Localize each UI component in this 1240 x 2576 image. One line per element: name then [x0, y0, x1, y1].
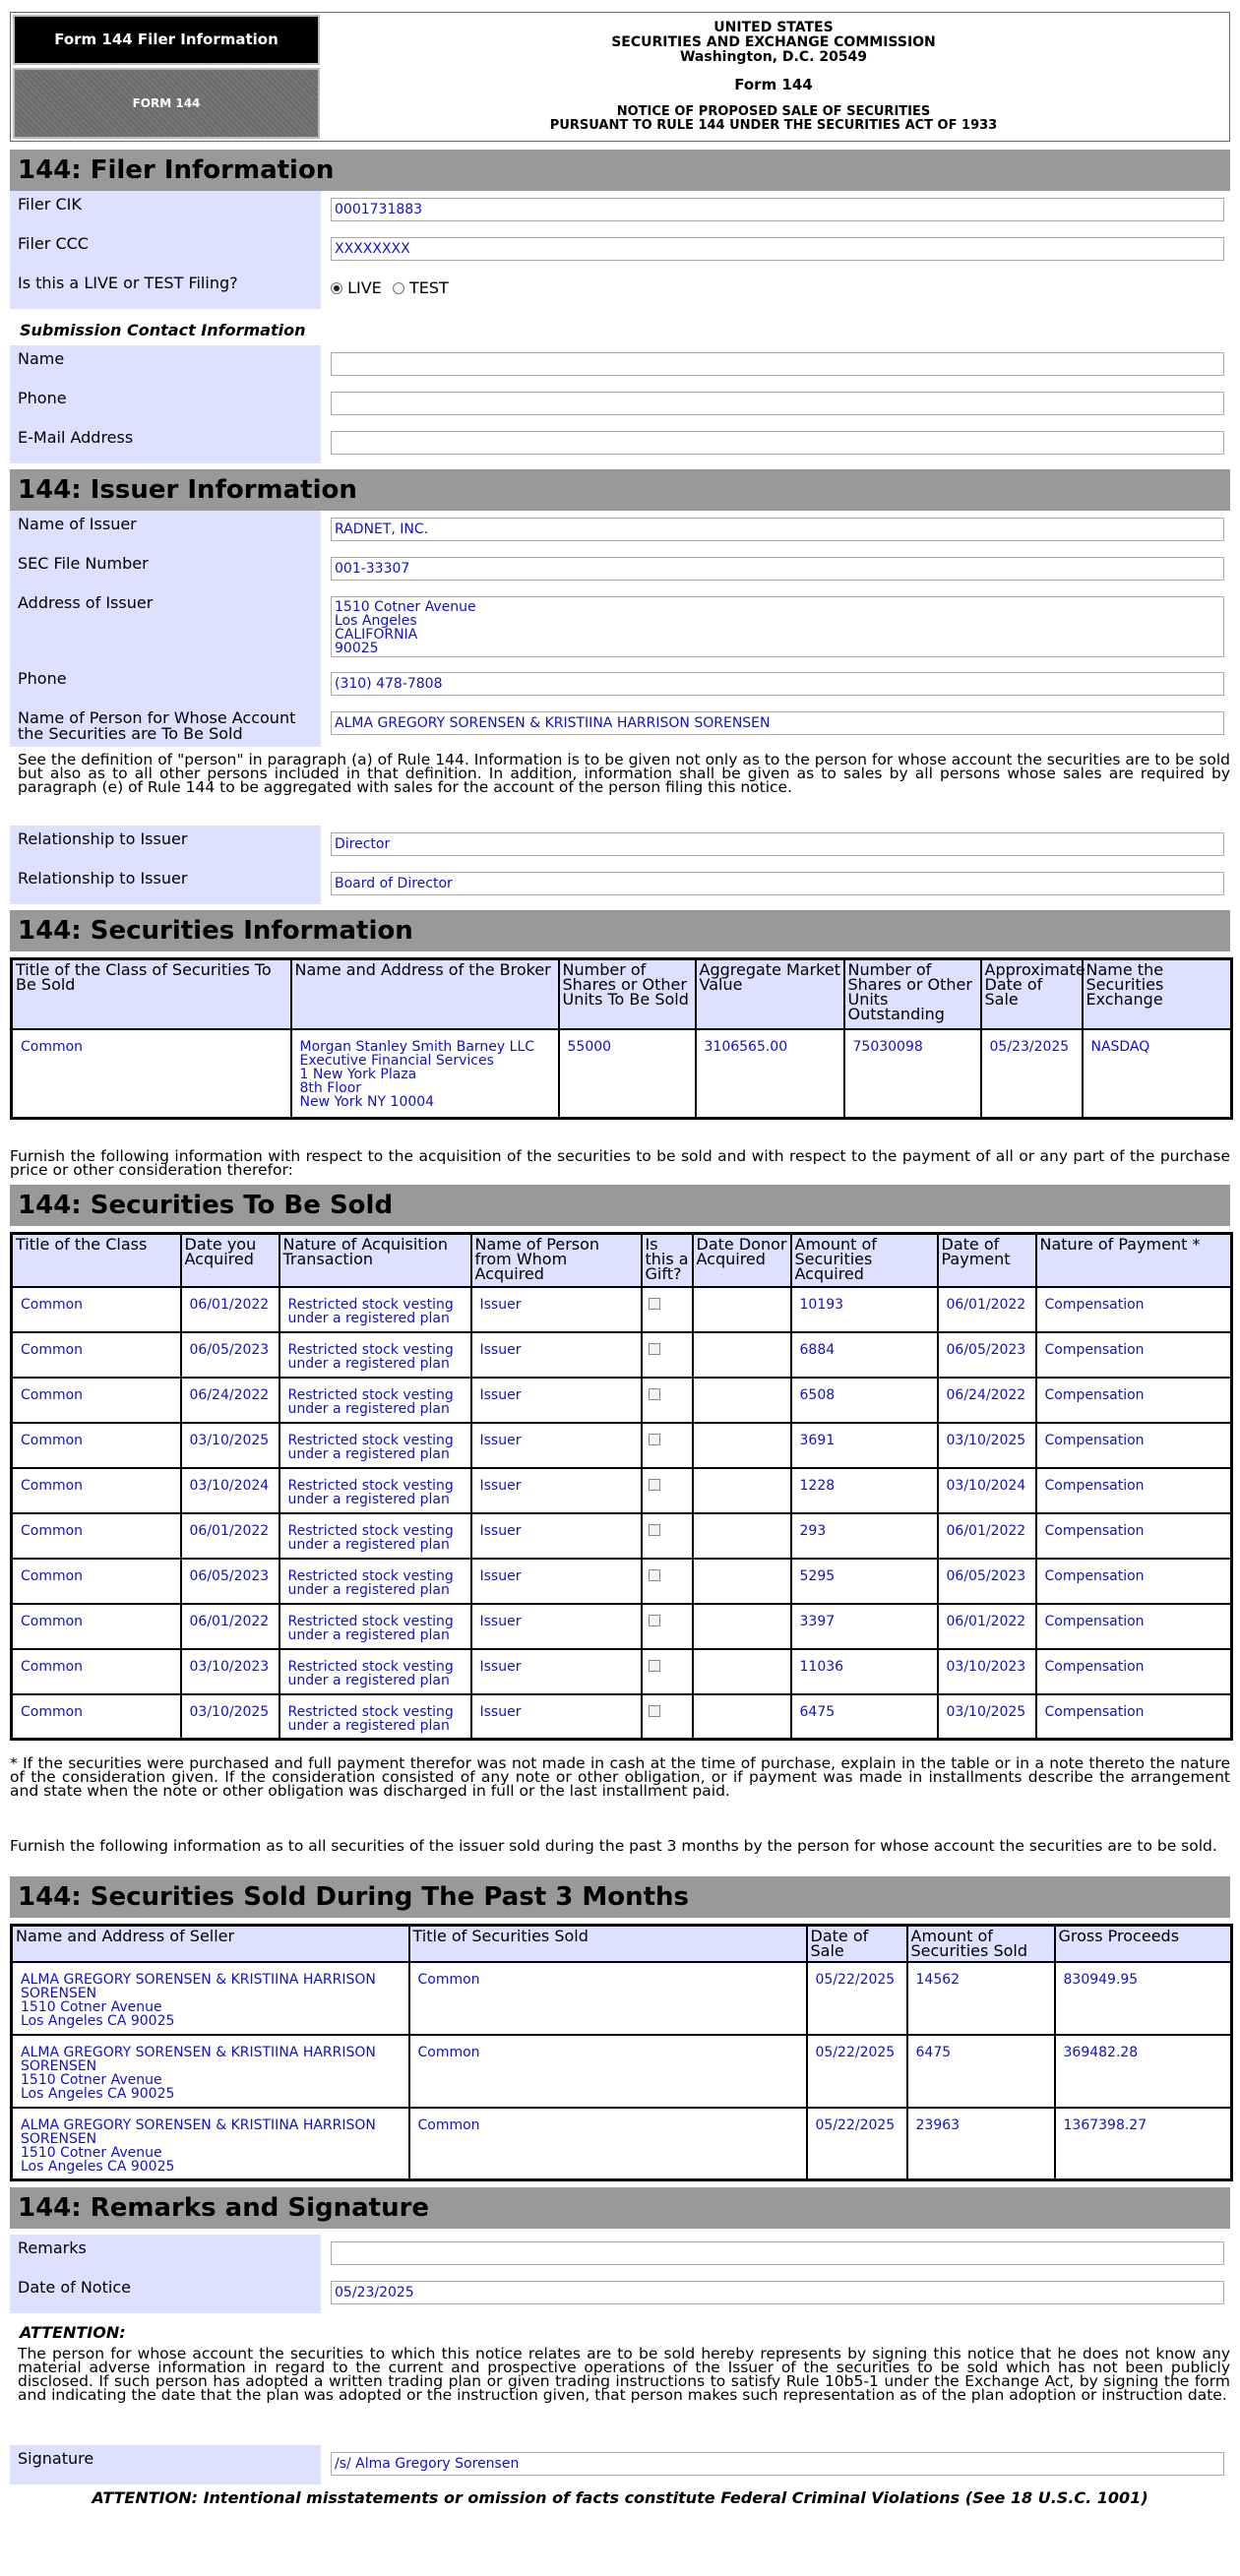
cell: Issuer — [471, 1423, 642, 1468]
cell: Issuer — [471, 1513, 642, 1559]
issuer-name-field[interactable]: RADNET, INC. — [331, 518, 1224, 541]
section-securities-information: 144: Securities Information — [10, 910, 1230, 951]
cell — [642, 1423, 693, 1468]
live-test-label: Is this a LIVE or TEST Filing? — [10, 270, 321, 309]
cell: Compensation — [1036, 1378, 1232, 1423]
cell: 23963 — [907, 2108, 1055, 2180]
cell: 06/01/2022 — [938, 1287, 1036, 1332]
table-row — [12, 1332, 1232, 1378]
signature-field[interactable]: /s/ Alma Gregory Sorensen — [331, 2452, 1224, 2476]
section-issuer-information: 144: Issuer Information — [10, 469, 1230, 511]
cell: Common — [12, 1332, 181, 1378]
filer-cik-label: Filer CIK — [10, 191, 321, 230]
cell: Common — [12, 1029, 291, 1119]
cell: Restricted stock vesting under a registered plan — [279, 1513, 471, 1559]
cell: Common — [409, 1962, 807, 2035]
cell: 06/05/2023 — [938, 1559, 1036, 1604]
cell: 03/10/2024 — [181, 1468, 279, 1513]
notice-date-row — [10, 2274, 1230, 2313]
table-row — [12, 1513, 1232, 1559]
cell: 05/22/2025 — [807, 2108, 907, 2180]
cell — [642, 1694, 693, 1740]
live-radio-label: LIVE — [347, 278, 382, 297]
col-amount-acquired: Amount of Securities Acquired — [791, 1234, 938, 1287]
contact-name-label: Name — [10, 345, 321, 385]
table-row — [12, 2035, 1232, 2108]
cell: 03/10/2023 — [181, 1649, 279, 1694]
cell: 6508 — [791, 1378, 938, 1423]
cell: Compensation — [1036, 1332, 1232, 1378]
form-header — [10, 12, 1230, 142]
remarks-label: Remarks — [10, 2235, 321, 2274]
cell: Issuer — [471, 1604, 642, 1649]
relationship-label-2: Relationship to Issuer — [10, 865, 321, 904]
sec-file-field[interactable]: 001-33307 — [331, 557, 1224, 581]
past-sales-note: Furnish the following information as to all securities of the issuer sold during the past 3 months by the person for whose account the securities are to be sold. — [10, 1837, 1217, 1855]
cell — [693, 1378, 791, 1423]
contact-name-row — [10, 345, 1230, 385]
table-row — [12, 1378, 1232, 1423]
gift-checkbox[interactable] — [649, 1343, 660, 1355]
col-sale-date: Approximate Date of Sale — [981, 959, 1083, 1029]
col-units-to-sell: Number of Shares or Other Units To Be Sold — [559, 959, 696, 1029]
cell: Compensation — [1036, 1513, 1232, 1559]
contact-name-field[interactable] — [331, 352, 1224, 376]
contact-email-field[interactable] — [331, 431, 1224, 455]
cell: 369482.28 — [1055, 2035, 1232, 2108]
col-exchange: Name the Securities Exchange — [1083, 959, 1232, 1029]
cell: Common — [12, 1287, 181, 1332]
cell: ALMA GREGORY SORENSEN & KRISTIINA HARRISON SORENSEN 1510 Cotner Avenue Los Angeles CA 90025 — [12, 1962, 409, 2035]
cell — [693, 1513, 791, 1559]
table-row — [12, 1962, 1232, 2035]
cell: ALMA GREGORY SORENSEN & KRISTIINA HARRISON SORENSEN 1510 Cotner Avenue Los Angeles CA 90025 — [12, 2035, 409, 2108]
tab-filer-information[interactable]: Form 144 Filer Information — [13, 15, 320, 65]
contact-phone-label: Phone — [10, 385, 321, 424]
filer-cik-field[interactable]: 0001731883 — [331, 198, 1224, 221]
filer-cik-row — [10, 191, 1230, 230]
cell: Issuer — [471, 1332, 642, 1378]
test-radio-label: TEST — [408, 278, 449, 297]
col-donor-date: Date Donor Acquired — [693, 1234, 791, 1287]
col-is-gift: Is this a Gift? — [642, 1234, 693, 1287]
cell — [642, 1604, 693, 1649]
cell: 05/23/2025 — [981, 1029, 1083, 1119]
relationship-field-1[interactable]: Director — [331, 832, 1224, 856]
cell: 830949.95 — [1055, 1962, 1232, 2035]
table-row — [12, 1287, 1232, 1332]
cell: 6884 — [791, 1332, 938, 1378]
form-page — [10, 12, 1230, 2507]
col-nature-payment: Nature of Payment * — [1036, 1234, 1232, 1287]
cell: Restricted stock vesting under a registered plan — [279, 1604, 471, 1649]
cell: 75030098 — [844, 1029, 981, 1119]
cell — [642, 1378, 693, 1423]
form-name: Form 144 — [734, 76, 813, 93]
sec-file-label: SEC File Number — [10, 550, 321, 589]
col-date-acquired: Date you Acquired — [181, 1234, 279, 1287]
cell — [693, 1694, 791, 1740]
cell: Common — [12, 1423, 181, 1468]
table-row — [12, 1423, 1232, 1468]
cell: 6475 — [907, 2035, 1055, 2108]
signature-row — [10, 2445, 1230, 2484]
cell: 05/22/2025 — [807, 1962, 907, 2035]
cell — [642, 1468, 693, 1513]
table-row — [12, 1694, 1232, 1740]
cell — [642, 1649, 693, 1694]
submission-contact-header: Submission Contact Information — [20, 321, 306, 339]
securities-info-table — [10, 957, 1233, 1120]
cell: 3397 — [791, 1604, 938, 1649]
relationship-label-1: Relationship to Issuer — [10, 826, 321, 865]
cell: Issuer — [471, 1559, 642, 1604]
issuer-name-row — [10, 511, 1230, 550]
cell: 55000 — [559, 1029, 696, 1119]
cell: Issuer — [471, 1649, 642, 1694]
col-acquired-from: Name of Person from Whom Acquired — [471, 1234, 642, 1287]
cell: Compensation — [1036, 1649, 1232, 1694]
filer-ccc-field[interactable]: XXXXXXXX — [331, 237, 1224, 261]
cell: Issuer — [471, 1287, 642, 1332]
filer-ccc-row — [10, 230, 1230, 270]
live-test-row — [10, 270, 1230, 309]
issuer-name-label: Name of Issuer — [10, 511, 321, 550]
col-title-sold: Title of Securities Sold — [409, 1926, 807, 1962]
gift-checkbox[interactable] — [649, 1705, 660, 1717]
cell: Restricted stock vesting under a registered plan — [279, 1468, 471, 1513]
cell: 06/05/2023 — [938, 1332, 1036, 1378]
sec-file-row — [10, 550, 1230, 589]
gift-checkbox[interactable] — [649, 1615, 660, 1626]
cell: Restricted stock vesting under a registered plan — [279, 1649, 471, 1694]
contact-email-row — [10, 424, 1230, 463]
col-title: Title of the Class — [12, 1234, 181, 1287]
past-sales-table — [10, 1924, 1233, 2181]
col-gross-proceeds: Gross Proceeds — [1055, 1926, 1232, 1962]
cell: Common — [12, 1559, 181, 1604]
form-title-block — [320, 15, 1227, 139]
table-row — [12, 1604, 1232, 1649]
section-remarks-signature: 144: Remarks and Signature — [10, 2187, 1230, 2229]
payment-footnote: * If the securities were purchased and full payment therefor was not made in cash at the time of purchase, explain in the table or in a note thereto the nature of the consideration given. If the consideration consisted of any note or other obligation, or if payment was made in installments describe the arrangement and state when the note or other obligation was discharged in full or the last installment paid. — [10, 1754, 1230, 1800]
cell: 03/10/2024 — [938, 1468, 1036, 1513]
gift-checkbox[interactable] — [649, 1298, 660, 1310]
cell — [693, 1423, 791, 1468]
cell: Restricted stock vesting under a registered plan — [279, 1423, 471, 1468]
attention-text: The person for whose account the securities to which this notice relates are to be sold hereby represents by signing this notice that he does not know any material adverse information in regard to the current and prospective operations of the Issuer of the securities to be sold which has not been publicly disclosed. If such person has adopted a written trading plan or given trading instructions to satisfy Rule 10b5-1 under the Exchange Act, by signing the form and indicating the date that the plan was adopted or the instruction given, that person makes such representation as of the plan adoption or instruction date. — [18, 2345, 1230, 2404]
cell: 293 — [791, 1513, 938, 1559]
cell: Common — [409, 2108, 807, 2180]
relationship-field-2[interactable]: Board of Director — [331, 872, 1224, 895]
attention-header: ATTENTION: — [20, 2323, 126, 2342]
cell — [693, 1559, 791, 1604]
remarks-field[interactable] — [331, 2241, 1224, 2265]
agency-line-1: UNITED STATES — [713, 20, 834, 35]
cell: 3106565.00 — [696, 1029, 844, 1119]
person-definition-note: See the definition of "person" in paragraph (a) of Rule 144. Information is to be given not only as to the person for whose account the securities are to be sold but also as to all other persons included in that definition. In addition, information shall be given as to sales by all persons whose sales are required by paragraph (e) of Rule 144 to be aggregated with sales for the account of the person filing this notice. — [18, 751, 1230, 796]
contact-phone-row — [10, 385, 1230, 424]
signature-label: Signature — [10, 2445, 321, 2484]
cell: 6475 — [791, 1694, 938, 1740]
tab-form-144[interactable]: FORM 144 — [13, 68, 320, 139]
cell: 03/10/2025 — [181, 1423, 279, 1468]
col-sale-date: Date of Sale — [807, 1926, 907, 1962]
cell — [693, 1604, 791, 1649]
agency-line-3: Washington, D.C. 20549 — [679, 49, 868, 65]
table-row — [12, 1029, 1232, 1119]
notice-date-label: Date of Notice — [10, 2274, 321, 2313]
cell: 06/05/2023 — [181, 1332, 279, 1378]
cell: Issuer — [471, 1694, 642, 1740]
cell: Restricted stock vesting under a registered plan — [279, 1694, 471, 1740]
cell: Compensation — [1036, 1559, 1232, 1604]
issuer-phone-row — [10, 665, 1230, 705]
person-label: Name of Person for Whose Account the Securities are To Be Sold — [10, 705, 321, 747]
criminal-violation-warning: ATTENTION: Intentional misstatements or omission of facts constitute Federal Criminal Violations (See 18 U.S.C. 1001) — [92, 2488, 1148, 2507]
cell: 06/01/2022 — [181, 1604, 279, 1649]
issuer-address-label: Address of Issuer — [10, 589, 321, 665]
cell: 1367398.27 — [1055, 2108, 1232, 2180]
col-nature-acquisition: Nature of Acquisition Transaction — [279, 1234, 471, 1287]
contact-email-label: E-Mail Address — [10, 424, 321, 463]
cell: 03/10/2025 — [181, 1694, 279, 1740]
table-row — [12, 2108, 1232, 2180]
cell: Common — [12, 1649, 181, 1694]
gift-checkbox[interactable] — [649, 1388, 660, 1400]
cell: Common — [12, 1513, 181, 1559]
cell: Compensation — [1036, 1423, 1232, 1468]
live-radio[interactable] — [331, 282, 342, 294]
cell: Compensation — [1036, 1694, 1232, 1740]
cell: Compensation — [1036, 1287, 1232, 1332]
securities-to-be-sold-table — [10, 1232, 1233, 1741]
cell — [693, 1287, 791, 1332]
agency-line-2: SECURITIES AND EXCHANGE COMMISSION — [611, 34, 936, 50]
notice-date-field[interactable]: 05/23/2025 — [331, 2281, 1224, 2304]
cell: Common — [409, 2035, 807, 2108]
cell: NASDAQ — [1083, 1029, 1232, 1119]
cell: Common — [12, 1468, 181, 1513]
test-radio[interactable] — [393, 282, 404, 294]
cell: Morgan Stanley Smith Barney LLC Executive Financial Services 1 New York Plaza 8th Floor New York NY 10004 — [291, 1029, 559, 1119]
filer-ccc-label: Filer CCC — [10, 230, 321, 270]
cell: 3691 — [791, 1423, 938, 1468]
cell: Restricted stock vesting under a registered plan — [279, 1332, 471, 1378]
table-row — [12, 1468, 1232, 1513]
issuer-address-row — [10, 589, 1230, 665]
section-filer-information: 144: Filer Information — [10, 150, 1230, 191]
relationship-row-1 — [10, 826, 1230, 865]
cell: 06/24/2022 — [181, 1378, 279, 1423]
cell — [642, 1513, 693, 1559]
cell — [693, 1332, 791, 1378]
section-securities-to-be-sold: 144: Securities To Be Sold — [10, 1185, 1230, 1226]
col-title-class: Title of the Class of Securities To Be Sold — [12, 959, 291, 1029]
remarks-row — [10, 2235, 1230, 2274]
acquisition-note: Furnish the following information with respect to the acquisition of the securities to be sold and with respect to the payment of all or any part of the purchase price or other consideration therefor: — [10, 1147, 1230, 1179]
cell: 06/01/2022 — [181, 1513, 279, 1559]
gift-checkbox[interactable] — [649, 1524, 660, 1536]
gift-checkbox[interactable] — [649, 1479, 660, 1491]
cell: Compensation — [1036, 1604, 1232, 1649]
cell: Restricted stock vesting under a registered plan — [279, 1287, 471, 1332]
col-payment-date: Date of Payment — [938, 1234, 1036, 1287]
form-tabs — [13, 15, 320, 139]
issuer-address-field[interactable]: 1510 Cotner Avenue Los Angeles CALIFORNIA 90025 — [331, 596, 1224, 657]
issuer-phone-label: Phone — [10, 665, 321, 705]
cell: 03/10/2025 — [938, 1694, 1036, 1740]
col-seller: Name and Address of Seller — [12, 1926, 409, 1962]
cell: Compensation — [1036, 1468, 1232, 1513]
cell — [642, 1287, 693, 1332]
cell — [693, 1468, 791, 1513]
cell: Issuer — [471, 1378, 642, 1423]
cell — [642, 1559, 693, 1604]
relationship-row-2 — [10, 865, 1230, 904]
gift-checkbox[interactable] — [649, 1569, 660, 1581]
cell: 06/05/2023 — [181, 1559, 279, 1604]
cell: 03/10/2025 — [938, 1423, 1036, 1468]
cell — [693, 1649, 791, 1694]
cell: ALMA GREGORY SORENSEN & KRISTIINA HARRISON SORENSEN 1510 Cotner Avenue Los Angeles CA 90025 — [12, 2108, 409, 2180]
col-units-outstanding: Number of Shares or Other Units Outstanding — [844, 959, 981, 1029]
col-amount-sold: Amount of Securities Sold — [907, 1926, 1055, 1962]
table-row — [12, 1559, 1232, 1604]
cell: 06/01/2022 — [938, 1513, 1036, 1559]
cell: Restricted stock vesting under a registered plan — [279, 1378, 471, 1423]
person-field[interactable]: ALMA GREGORY SORENSEN & KRISTIINA HARRISON SORENSEN — [331, 711, 1224, 735]
cell: 1228 — [791, 1468, 938, 1513]
gift-checkbox[interactable] — [649, 1434, 660, 1445]
cell: Common — [12, 1378, 181, 1423]
person-row — [10, 705, 1230, 747]
col-broker: Name and Address of the Broker — [291, 959, 559, 1029]
gift-checkbox[interactable] — [649, 1660, 660, 1672]
cell: 11036 — [791, 1649, 938, 1694]
cell: 06/01/2022 — [181, 1287, 279, 1332]
issuer-phone-field[interactable]: (310) 478-7808 — [331, 672, 1224, 696]
notice-line-2: PURSUANT TO RULE 144 UNDER THE SECURITIES ACT OF 1933 — [549, 118, 998, 133]
cell: 5295 — [791, 1559, 938, 1604]
section-past-3-months: 144: Securities Sold During The Past 3 Months — [10, 1876, 1230, 1918]
cell: Issuer — [471, 1468, 642, 1513]
cell — [642, 1332, 693, 1378]
cell: 05/22/2025 — [807, 2035, 907, 2108]
cell: Common — [12, 1694, 181, 1740]
col-market-value: Aggregate Market Value — [696, 959, 844, 1029]
table-row — [12, 1649, 1232, 1694]
cell: Restricted stock vesting under a registered plan — [279, 1559, 471, 1604]
cell: 10193 — [791, 1287, 938, 1332]
cell: 03/10/2023 — [938, 1649, 1036, 1694]
contact-phone-field[interactable] — [331, 392, 1224, 415]
cell: Common — [12, 1604, 181, 1649]
cell: 14562 — [907, 1962, 1055, 2035]
cell: 06/24/2022 — [938, 1378, 1036, 1423]
cell: 06/01/2022 — [938, 1604, 1036, 1649]
notice-line-1: NOTICE OF PROPOSED SALE OF SECURITIES — [616, 104, 931, 119]
